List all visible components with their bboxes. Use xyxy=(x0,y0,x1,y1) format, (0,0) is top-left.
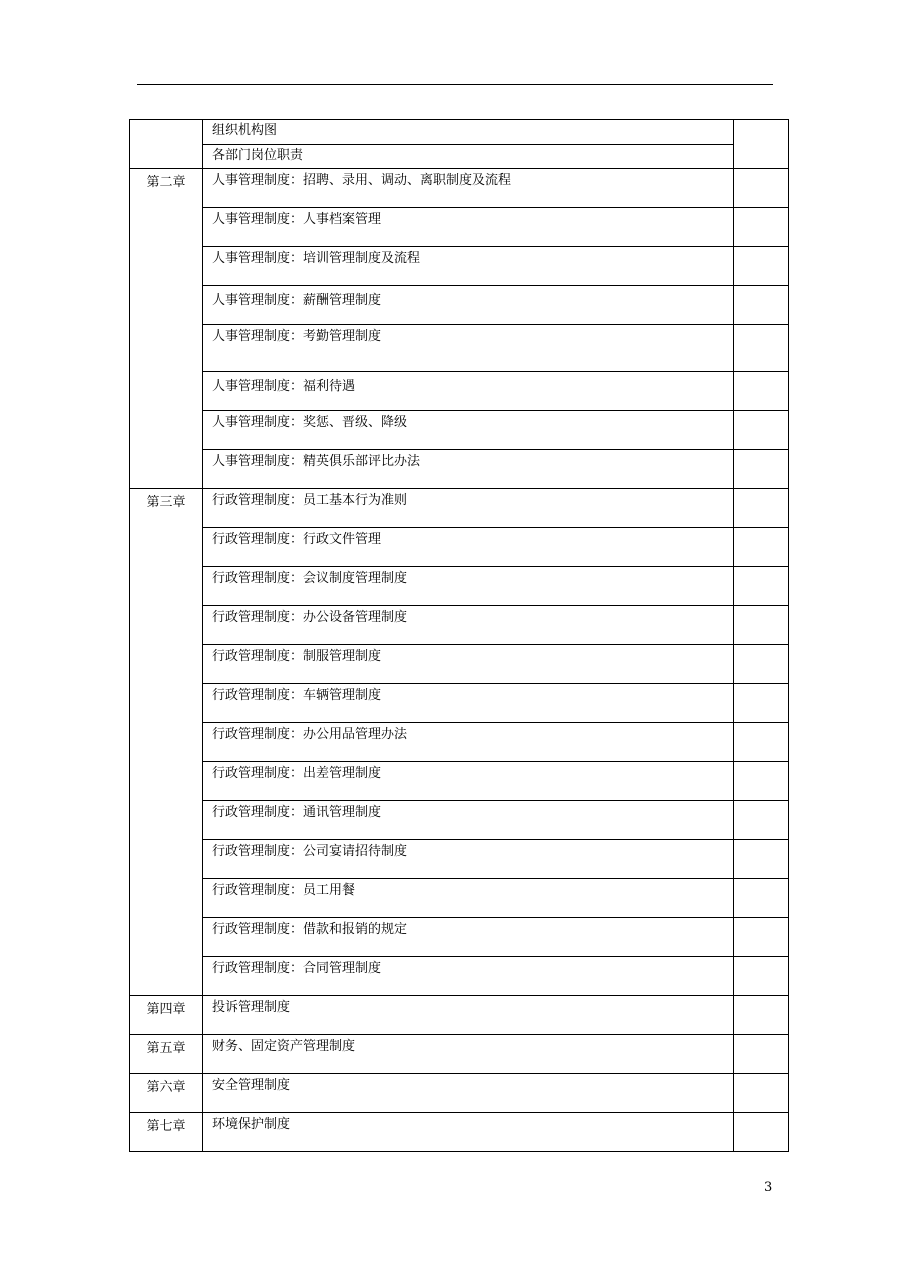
table-row xyxy=(130,996,789,1035)
page-cell xyxy=(734,840,789,879)
toc-entry: 行政管理制度：借款和报销的规定 xyxy=(203,918,734,957)
table-row xyxy=(130,918,789,957)
chapter-label-7: 第七章 xyxy=(130,1113,203,1152)
toc-entry: 人事管理制度：人事档案管理 xyxy=(203,208,734,247)
toc-entry: 人事管理制度：考勤管理制度 xyxy=(203,325,734,372)
page-cell xyxy=(734,120,789,169)
toc-entry: 人事管理制度：薪酬管理制度 xyxy=(203,286,734,325)
table-row xyxy=(130,286,789,325)
toc-entry: 人事管理制度：培训管理制度及流程 xyxy=(203,247,734,286)
toc-entry: 行政管理制度：员工用餐 xyxy=(203,879,734,918)
toc-entry: 行政管理制度：员工基本行为准则 xyxy=(203,489,734,528)
page-number: 3 xyxy=(764,1180,773,1195)
table-row xyxy=(130,247,789,286)
toc-entry: 行政管理制度：办公设备管理制度 xyxy=(203,606,734,645)
toc-entry: 行政管理制度：办公用品管理办法 xyxy=(203,723,734,762)
table-row xyxy=(130,684,789,723)
chapter-label-1 xyxy=(130,120,203,169)
page-cell xyxy=(734,450,789,489)
chapter-label-5: 第五章 xyxy=(130,1035,203,1074)
table-row xyxy=(130,489,789,528)
page-cell xyxy=(734,684,789,723)
toc-entry: 人事管理制度：精英俱乐部评比办法 xyxy=(203,450,734,489)
page-cell xyxy=(734,606,789,645)
page-cell xyxy=(734,957,789,996)
page-cell xyxy=(734,996,789,1035)
toc-entry: 行政管理制度：车辆管理制度 xyxy=(203,684,734,723)
page-cell xyxy=(734,169,789,208)
table-row xyxy=(130,606,789,645)
toc-entry: 行政管理制度：出差管理制度 xyxy=(203,762,734,801)
page-cell xyxy=(734,645,789,684)
table-row xyxy=(130,957,789,996)
table-row xyxy=(130,1074,789,1113)
page-cell xyxy=(734,325,789,372)
page-cell xyxy=(734,247,789,286)
toc-entry: 安全管理制度 xyxy=(203,1074,734,1113)
page-cell xyxy=(734,528,789,567)
table-row xyxy=(130,145,789,169)
table-row xyxy=(130,450,789,489)
table-row xyxy=(130,1113,789,1152)
table-row xyxy=(130,120,789,145)
page-cell xyxy=(734,1113,789,1152)
chapter-label-6: 第六章 xyxy=(130,1074,203,1113)
page-cell xyxy=(734,411,789,450)
table-row xyxy=(130,723,789,762)
chapter-label-2: 第二章 xyxy=(130,169,203,489)
page-cell xyxy=(734,286,789,325)
toc-entry: 行政管理制度：制服管理制度 xyxy=(203,645,734,684)
toc-entry: 财务、固定资产管理制度 xyxy=(203,1035,734,1074)
toc-entry: 各部门岗位职责 xyxy=(203,145,734,169)
page-cell xyxy=(734,723,789,762)
table-row xyxy=(130,208,789,247)
header-rule xyxy=(137,84,773,85)
page-cell xyxy=(734,208,789,247)
toc-entry: 投诉管理制度 xyxy=(203,996,734,1035)
table-row xyxy=(130,645,789,684)
page-cell xyxy=(734,1035,789,1074)
toc-entry: 环境保护制度 xyxy=(203,1113,734,1152)
table-row xyxy=(130,169,789,208)
toc-entry: 行政管理制度：行政文件管理 xyxy=(203,528,734,567)
page-cell xyxy=(734,918,789,957)
table-row xyxy=(130,801,789,840)
page-cell xyxy=(734,567,789,606)
table-row xyxy=(130,879,789,918)
toc-entry: 人事管理制度：福利待遇 xyxy=(203,372,734,411)
table-row xyxy=(130,528,789,567)
toc-table xyxy=(129,119,789,1152)
page-cell xyxy=(734,489,789,528)
page-cell xyxy=(734,762,789,801)
table-row xyxy=(130,840,789,879)
toc-entry: 行政管理制度：通讯管理制度 xyxy=(203,801,734,840)
table-row xyxy=(130,567,789,606)
chapter-label-4: 第四章 xyxy=(130,996,203,1035)
table-row xyxy=(130,411,789,450)
toc-entry: 行政管理制度：会议制度管理制度 xyxy=(203,567,734,606)
table-row xyxy=(130,372,789,411)
toc-entry: 行政管理制度：合同管理制度 xyxy=(203,957,734,996)
table-row xyxy=(130,1035,789,1074)
table-row xyxy=(130,762,789,801)
page-cell xyxy=(734,372,789,411)
chapter-label-3: 第三章 xyxy=(130,489,203,996)
table-row xyxy=(130,325,789,372)
page-cell xyxy=(734,1074,789,1113)
toc-entry: 人事管理制度：奖惩、晋级、降级 xyxy=(203,411,734,450)
page-cell xyxy=(734,879,789,918)
page-cell xyxy=(734,801,789,840)
toc-entry: 行政管理制度：公司宴请招待制度 xyxy=(203,840,734,879)
toc-entry: 人事管理制度：招聘、录用、调动、离职制度及流程 xyxy=(203,169,734,208)
toc-entry: 组织机构图 xyxy=(203,120,734,145)
